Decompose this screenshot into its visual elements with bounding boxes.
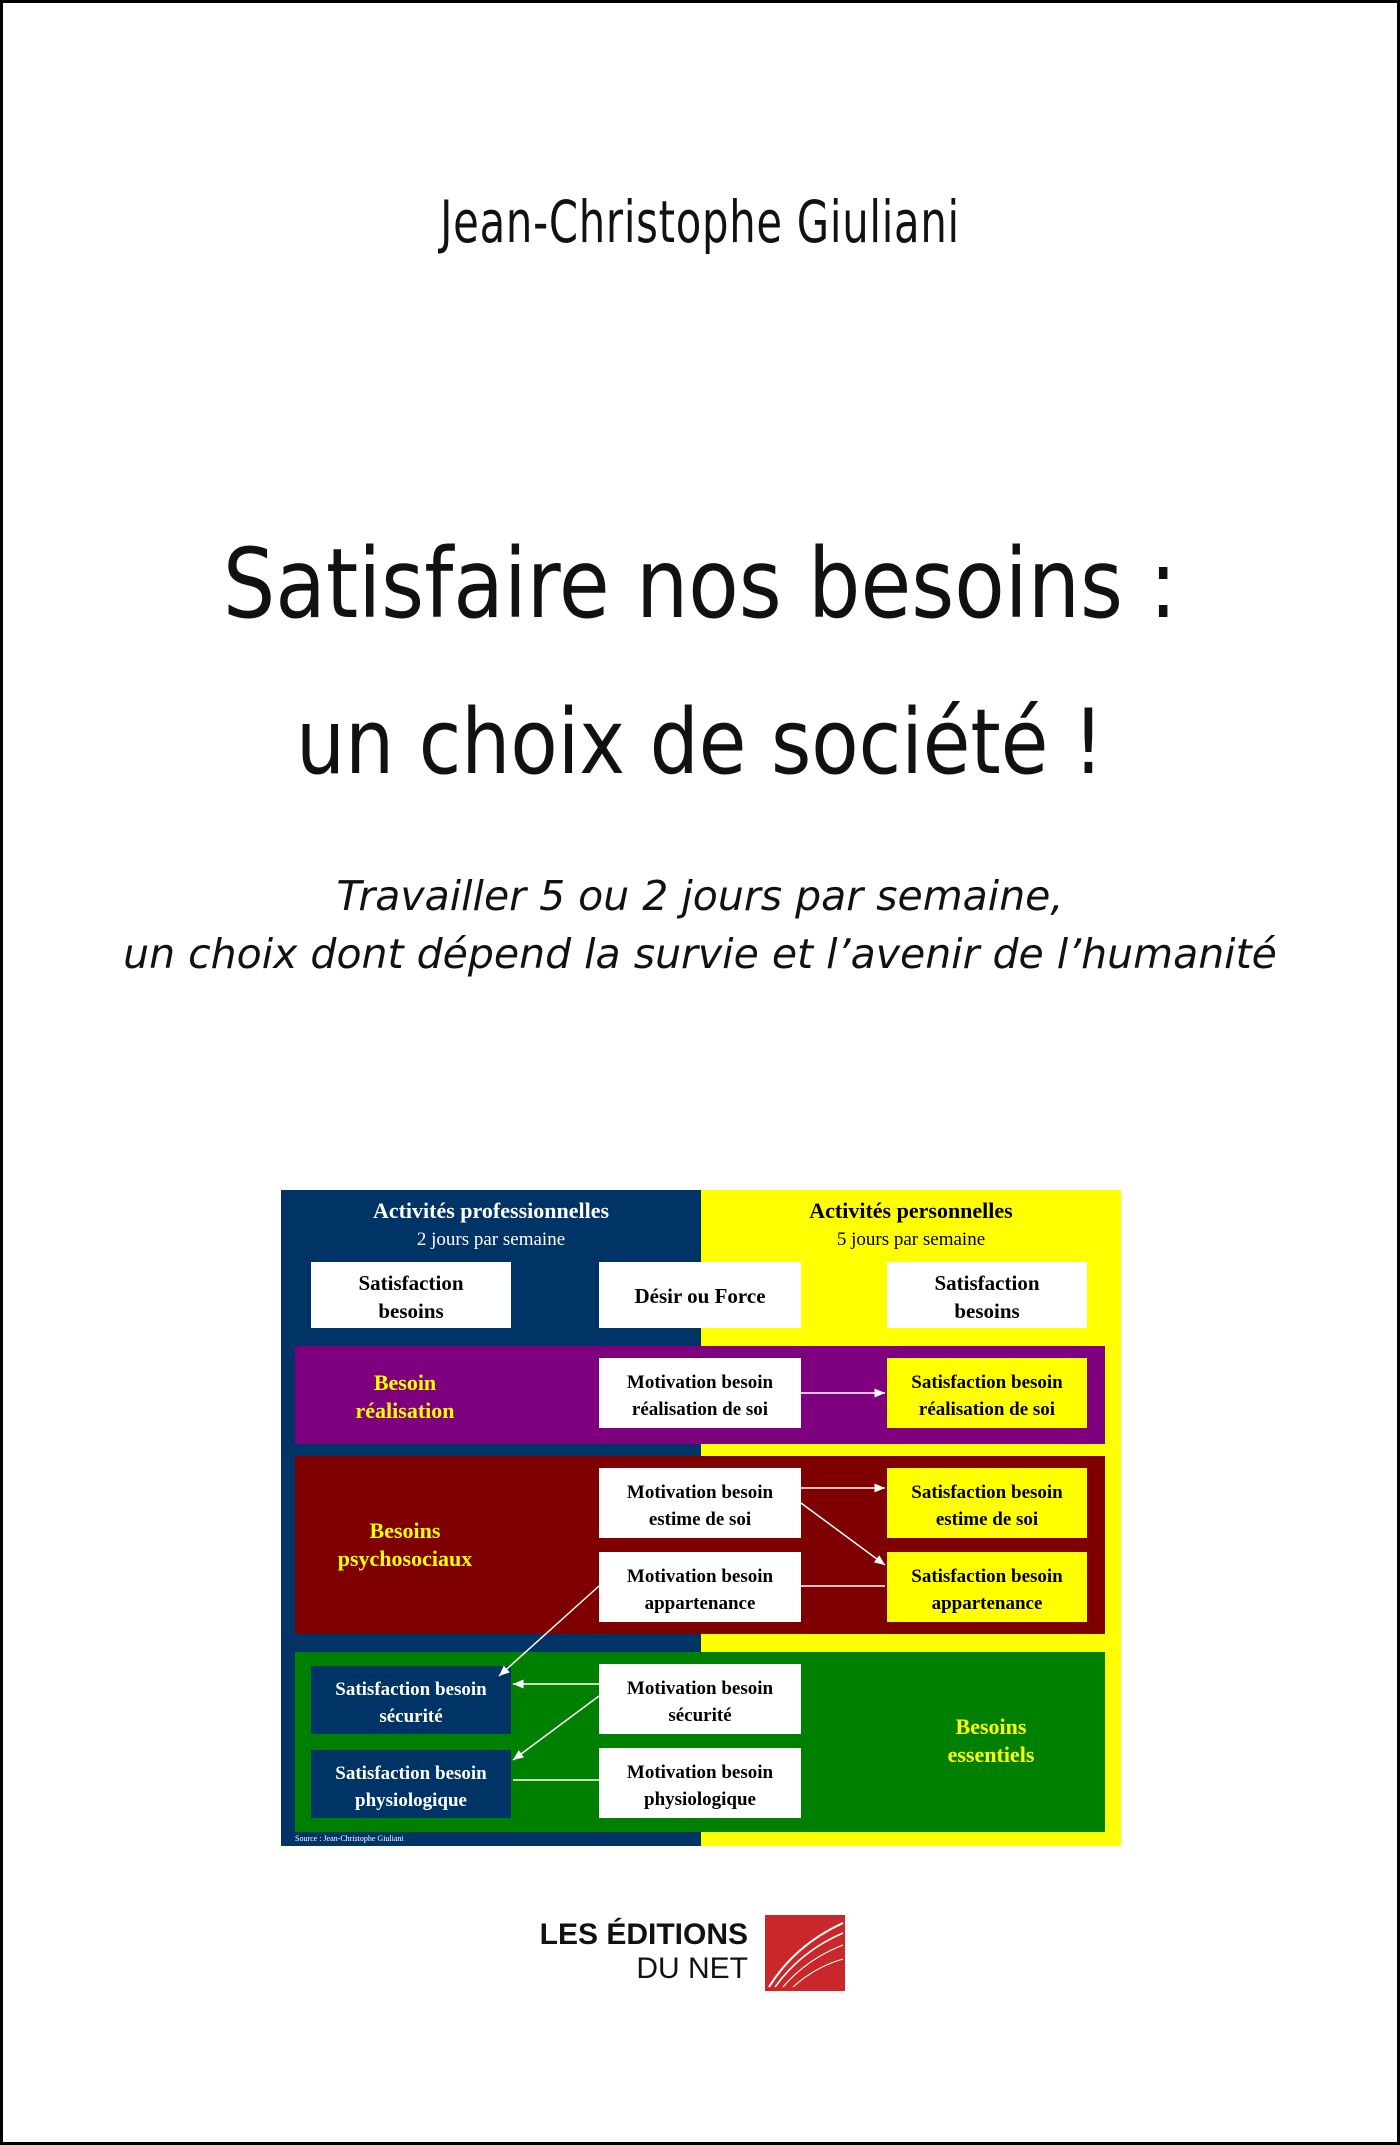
publisher-mark-icon — [765, 1915, 845, 1991]
sat-sec-line1: Satisfaction besoin — [335, 1679, 487, 1700]
title-line-1: Satisfaire nos besoins : — [222, 528, 1178, 640]
subtitle-line-1: Travailler 5 ou 2 jours par semaine, — [336, 872, 1064, 920]
mot-real-line1: Motivation besoin — [626, 1372, 774, 1393]
sat-left-line1: Satisfaction — [358, 1271, 464, 1295]
sat-left-line2: besoins — [378, 1299, 444, 1323]
sat-phys-line2: physiologique — [355, 1790, 467, 1811]
author-name: Jean-Christophe Giuliani — [440, 188, 960, 256]
needs-diagram — [281, 1190, 1121, 1846]
mot-real-line2: réalisation de soi — [631, 1399, 769, 1420]
sat-right-line2: besoins — [954, 1299, 1020, 1323]
band-realisation-label2: réalisation — [355, 1398, 455, 1423]
sat-app-line1: Satisfaction besoin — [911, 1566, 1063, 1587]
subtitle-line-2: un choix dont dépend la survie et l’avenir de l’humanité — [123, 930, 1277, 978]
sat-sec-line2: sécurité — [379, 1706, 443, 1727]
left-header: Activités professionnelles — [372, 1198, 610, 1223]
band-realisation-label1: Besoin — [373, 1370, 437, 1395]
band-essentiels-label2: essentiels — [947, 1742, 1035, 1767]
sat-real-line2: réalisation de soi — [918, 1399, 1056, 1420]
sat-right-line1: Satisfaction — [934, 1271, 1040, 1295]
diagram-source: Source : Jean-Christophe Giuliani — [295, 1834, 404, 1843]
right-subheader: 5 jours par semaine — [836, 1229, 986, 1250]
mot-phys-line2: physiologique — [644, 1789, 756, 1810]
publisher-logo — [539, 1910, 845, 1992]
publisher-line-1: LES ÉDITIONS — [539, 1918, 748, 1951]
band-psychosocial-label1: Besoins — [369, 1518, 441, 1543]
sat-real-line1: Satisfaction besoin — [911, 1372, 1063, 1393]
band-essentiels-label1: Besoins — [955, 1714, 1027, 1739]
mot-sec-line1: Motivation besoin — [626, 1678, 774, 1699]
mot-app-line2: appartenance — [644, 1593, 756, 1614]
publisher-line-2: DU NET — [636, 1952, 748, 1985]
mot-sec-line2: sécurité — [668, 1705, 732, 1726]
left-subheader: 2 jours par semaine — [416, 1229, 566, 1250]
sat-app-line2: appartenance — [931, 1593, 1043, 1614]
title-line-2: un choix de société ! — [296, 690, 1104, 795]
sat-phys-line1: Satisfaction besoin — [335, 1763, 487, 1784]
mot-phys-line1: Motivation besoin — [626, 1762, 774, 1783]
mot-estime-line2: estime de soi — [648, 1509, 752, 1530]
sat-estime-line2: estime de soi — [935, 1509, 1039, 1530]
sat-estime-line1: Satisfaction besoin — [911, 1482, 1063, 1503]
right-header: Activités personnelles — [809, 1198, 1013, 1223]
band-psychosocial-label2: psychosociaux — [337, 1546, 473, 1571]
mot-estime-line1: Motivation besoin — [626, 1482, 774, 1503]
mot-app-line1: Motivation besoin — [626, 1566, 774, 1587]
desire-label: Désir ou Force — [634, 1284, 766, 1308]
